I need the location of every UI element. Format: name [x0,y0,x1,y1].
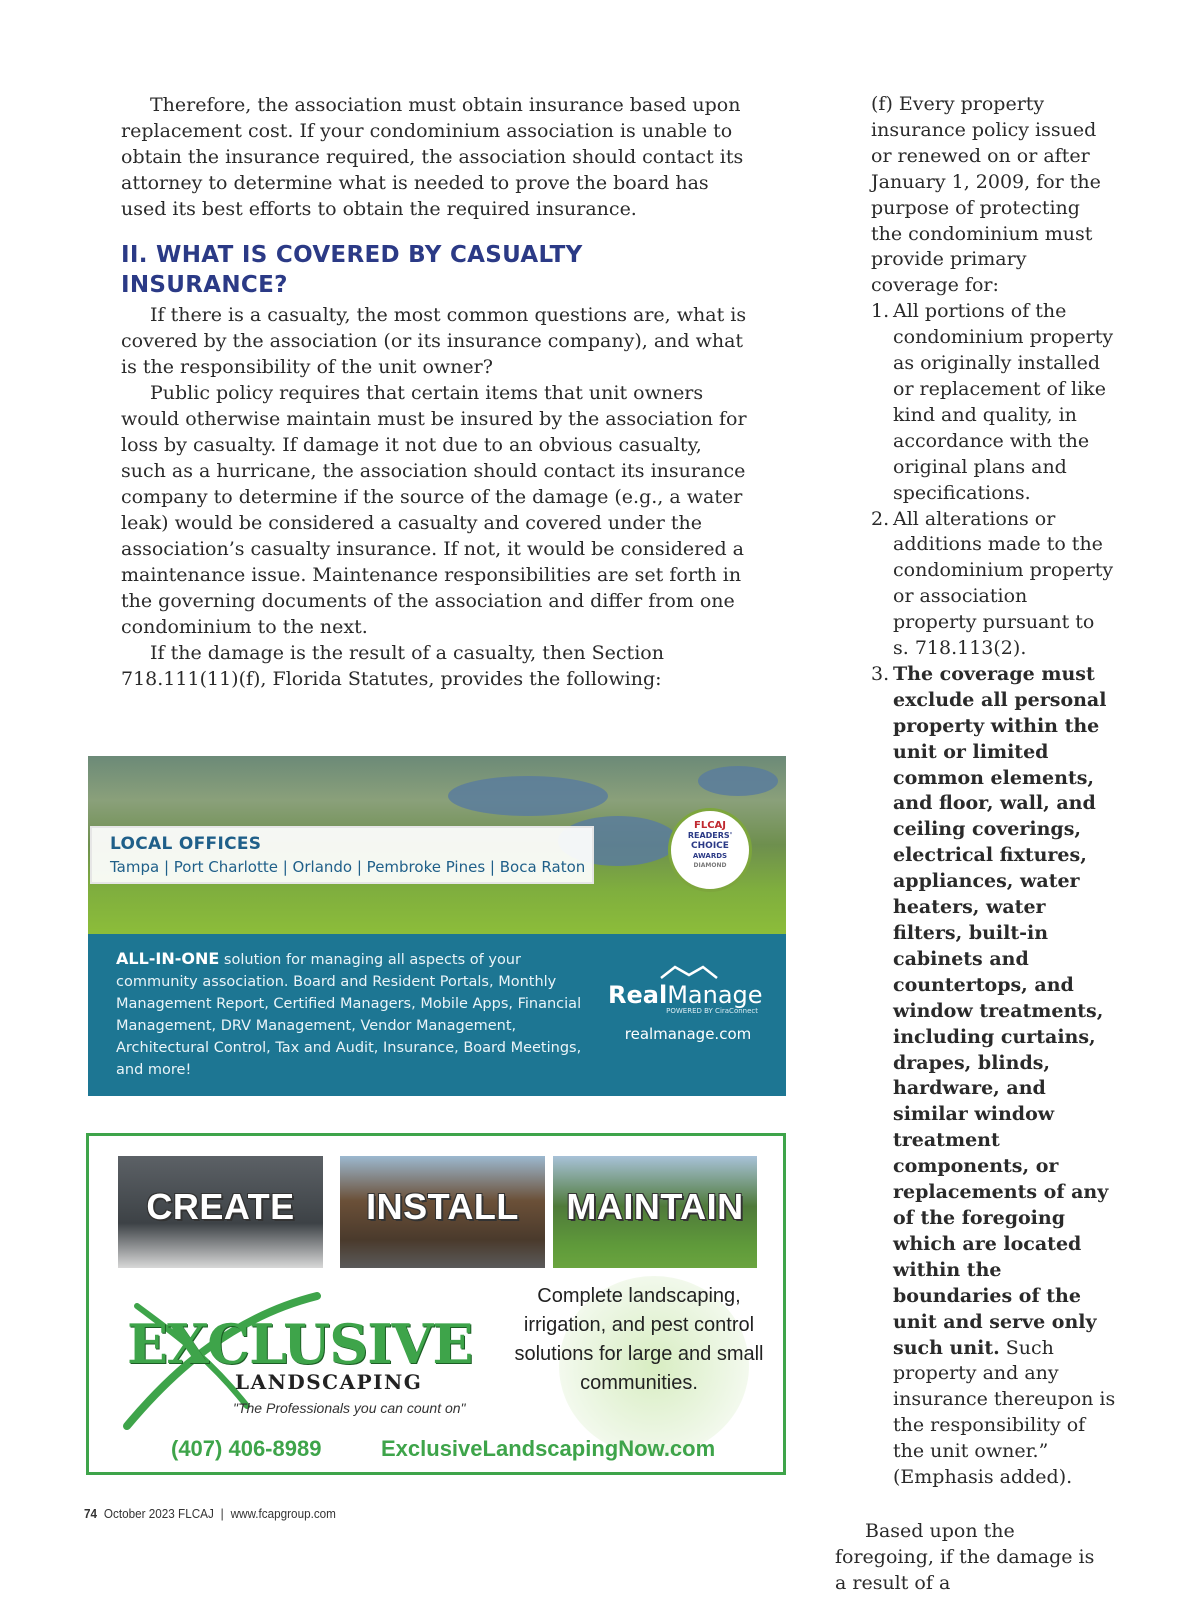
paragraph-replacement-cost: Therefore, the association must obtain insurance based upon replacement cost. If your condominium association is unable to obtain the insurance required, the association should contact its attorney to determine what is needed to prove the board has used its best efforts to obtain the required insurance. [121,94,744,220]
statute-item-emphasis: The coverage must exclude all personal property within the unit or limited common elements, and floor, wall, and ceiling coverings, electrical fixtures, appliances, water heaters, water filters, built-in cabinets and countertops, and window treatments, including curtains, drapes, blinds, hardware, and similar window treatment components, or replacements of any of the foregoing which are located within the boundaries of the unit and serve only such unit. [893,662,1109,1359]
statute-intro: (f) Every property insurance policy issued or renewed on or after January 1, 2009, for the purpose of protecting the condominium must provide primary coverage for: [871,93,1101,297]
landscaping-description: Complete landscaping, irrigation, and pest control solutions for large and small communities. [514,1285,764,1394]
badge-line: DIAMOND [693,862,727,869]
badge-line: FLCAJ [693,820,726,831]
landscaping-tagline: "The Professionals you can count on" [233,1400,466,1416]
statute-item-text: Such property and any insurance thereupon is the responsibility of the unit owner.” (Emphasis added). [893,1336,1116,1489]
statute-item-text: All portions of the condominium property as originally installed or replacement of like kind and quality, in accordance with the original plans and specifications. [893,300,1114,504]
award-badge-icon [668,808,752,892]
page-footer [84,1506,336,1521]
realmanage-description [116,948,586,1081]
create-photo-tile [118,1156,323,1268]
closing-paragraph: Based upon the foregoing, if the damage is a result of a [835,1519,1095,1594]
all-in-one-lead: ALL-IN-ONE [116,949,220,968]
statute-item-number: 3. [871,662,890,685]
statute-item-number: 1. [871,300,890,323]
tile-label: MAINTAIN [566,1186,744,1227]
statute-list [871,299,1116,1491]
landscaping-url[interactable]: ExclusiveLandscapingNow.com [381,1436,716,1461]
footer-issue: October 2023 [103,1506,175,1521]
badge-line: READERS' [687,831,733,840]
logo-bold: Real [608,981,668,1009]
exclusive-logo-text: EXCLUSIVE [127,1312,473,1376]
paragraph-casualty-questions: If there is a casualty, the most common questions are, what is covered by the association (or its insurance company), and what is the responsibility of the unit owner? [121,304,747,378]
exclusive-landscaping-ad[interactable] [86,1133,786,1475]
realmanage-ad[interactable] [88,756,786,1096]
landscaping-subtitle: LANDSCAPING [235,1370,423,1394]
aerial-community-photo [88,756,786,934]
statute-item [871,299,1116,506]
realmanage-logo[interactable] [608,964,768,1043]
page-number: 74 [84,1506,98,1521]
left-column [121,92,751,692]
logo-light: Manage [667,981,763,1009]
realmanage-url[interactable]: realmanage.com [624,1025,752,1043]
realmanage-description-text: solution for managing all aspects of your community association. Board and Resident Portals, Monthly Management Report, Certified Managers, Mobile Apps, Financial Management, DRV Management, Vendor Management, Architectural Control, Tax and Audit, Insurance, Board Meetings, and more! [116,952,582,1078]
statute-item-text: All alterations or additions made to the condominium property or association property pursuant to s. 718.113(2). [893,507,1114,660]
paragraph-section-reference: If the damage is the result of a casualty, then Section 718.111(11)(f), Florida Statutes, provides the following: [121,642,664,690]
section-heading: II. WHAT IS COVERED BY CASUALTY INSURANCE? [121,242,583,298]
right-column [835,92,1116,1597]
badge-line: AWARDS [692,852,728,860]
local-offices-box [90,826,594,884]
logo-wordmark [608,983,768,1007]
maintain-photo-tile [553,1156,757,1268]
realmanage-info-panel [88,934,786,1096]
footer-separator: | [220,1506,224,1521]
offices-cities: Tampa | Port Charlotte | Orlando | Pembroke Pines | Boca Raton [110,858,586,876]
install-photo-tile [340,1156,545,1268]
tile-label: CREATE [146,1186,295,1227]
powered-by: POWERED BY CiraConnect [666,1007,758,1015]
footer-publication: FLCAJ [178,1506,214,1521]
tile-label: INSTALL [366,1186,519,1227]
badge-line: CHOICE [691,841,729,851]
statute-item-number: 2. [871,507,890,530]
statute-item [871,507,1116,662]
landscaping-phone[interactable]: (407) 406-8989 [171,1436,322,1461]
offices-title: LOCAL OFFICES [110,834,262,854]
statute-item [871,662,1116,1491]
footer-website[interactable]: www.fcapgroup.com [230,1506,336,1521]
house-roof-icon [659,965,719,979]
paragraph-public-policy: Public policy requires that certain items that unit owners would otherwise maintain must be insured by the association for loss by casualty. If damage it not due to an obvious casualty, such as a hurricane, the association should contact its insurance company to determine if the source of the damage (e.g., a water leak) would be considered a casualty and covered under the association’s casualty insurance. If not, it would be considered a maintenance issue. Maintenance responsibilities are set forth in the governing documents of the association and differ from one condominium to the next. [121,382,747,638]
